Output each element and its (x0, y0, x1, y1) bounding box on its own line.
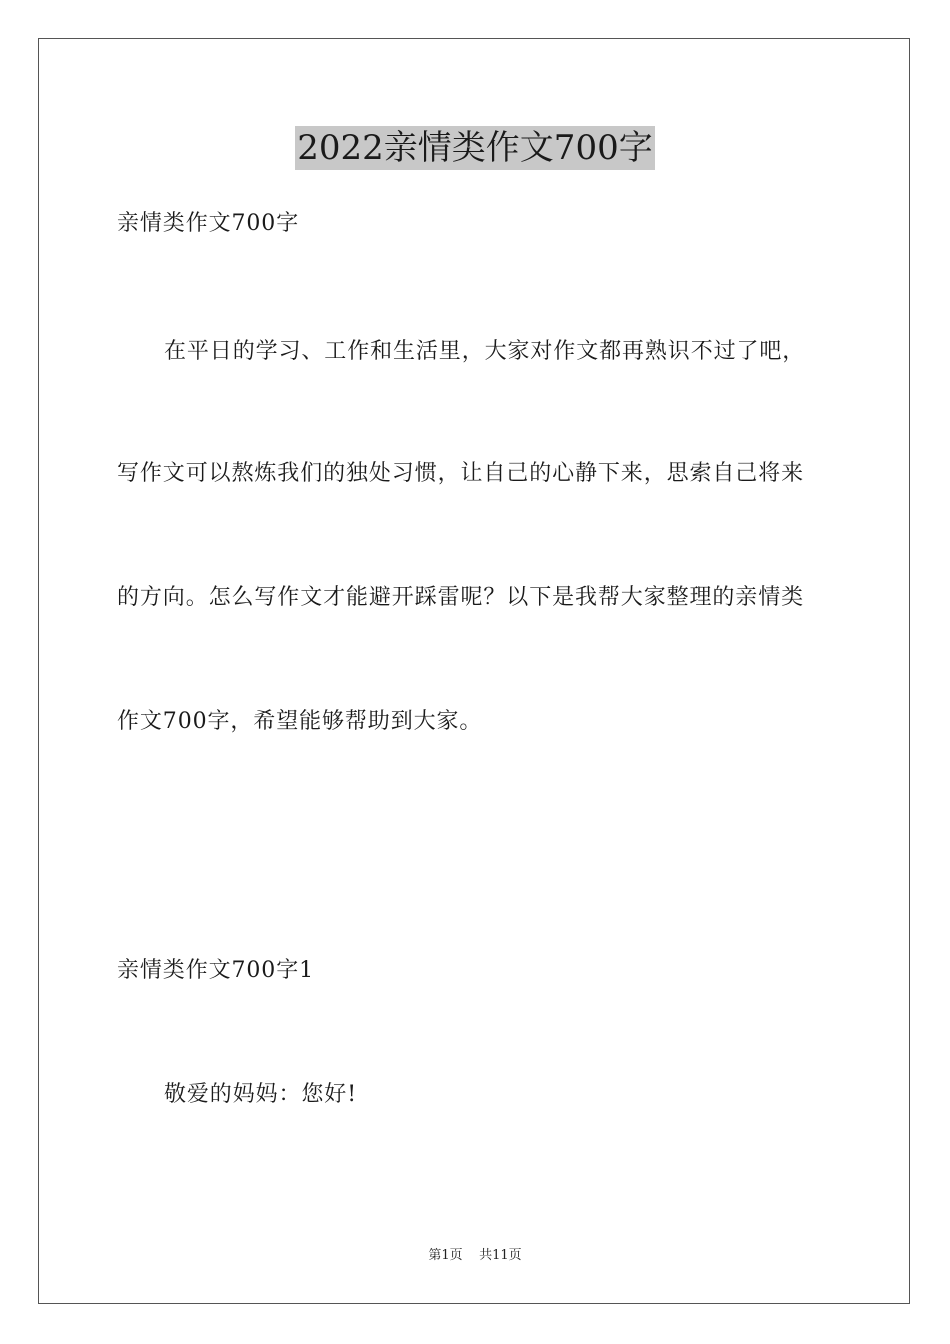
document-title: 2022亲情类作文700字 (297, 128, 653, 168)
section-heading: 亲情类作文700字1 (117, 958, 314, 983)
intro-line-3: 的方向。怎么写作文才能避开踩雷呢？以下是我帮大家整理的亲情类 (117, 585, 805, 610)
page-number: 第1页 共11页 (428, 1248, 522, 1263)
greeting-line: 敬爱的妈妈：您好! (164, 1082, 357, 1107)
document-subtitle: 亲情类作文700字 (117, 211, 300, 236)
intro-line-1: 在平日的学习、工作和生活里，大家对作文都再熟识不过了吧， (164, 339, 806, 364)
title-container (0, 126, 950, 170)
intro-line-4: 作文700字，希望能够帮助到大家。 (117, 709, 483, 734)
intro-line-2: 写作文可以熬炼我们的独处习惯，让自己的心静下来，思索自己将来 (117, 461, 805, 486)
